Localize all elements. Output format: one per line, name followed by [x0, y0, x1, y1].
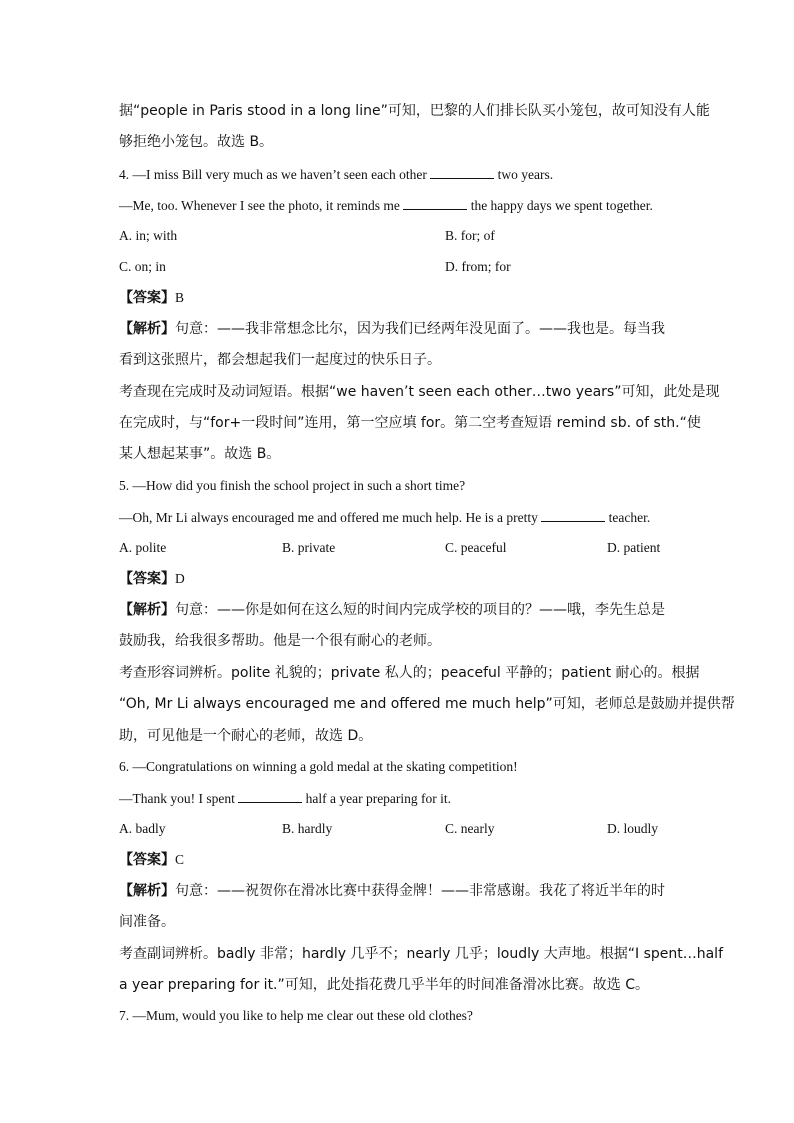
q5-stem-2a: —Oh, Mr Li always encouraged me and offered me much help. He is a pretty — [119, 510, 538, 525]
q6-stem-2a: —Thank you! I spent — [119, 791, 235, 806]
q5-analysis-line-5: 助，可见他是一个耐心的老师，故选 D。 — [119, 728, 373, 744]
q4-blank-1 — [430, 164, 494, 179]
intro-line-1: 据“people in Paris stood in a long line”可知，巴黎的人们排长队买小笼包，故可知没有人能 — [119, 103, 710, 119]
q4-stem-2a: —Me, too. Whenever I see the photo, it reminds me — [119, 198, 400, 213]
q4-analysis-line-3: 考查现在完成时及动词短语。根据“we haven’t seen each other…two years”可知，此处是现 — [119, 384, 720, 400]
q4-option-d: D. from; for — [445, 259, 511, 274]
q5-analysis-line-1 — [119, 600, 665, 620]
q4-blank-2 — [403, 195, 467, 210]
q5-analysis-line-4: “Oh, Mr Li always encouraged me and offered me much help”可知，老师总是鼓励并提供帮 — [119, 696, 735, 712]
q4-answer-tag: 【答案】 — [119, 290, 175, 306]
q6-answer-tag: 【答案】 — [119, 852, 175, 868]
q5-option-b: B. private — [282, 540, 336, 555]
q6-option-a: A. badly — [119, 821, 166, 836]
q5-analysis-tag: 【解析】 — [119, 602, 175, 618]
q6-answer-value: C — [175, 852, 185, 867]
q5-option-c: C. peaceful — [445, 540, 507, 555]
q5-analysis-line-3: 考查形容词辨析。polite 礼貌的；private 私人的；peaceful 平静的；patient 耐心的。根据 — [119, 665, 700, 681]
q6-analysis-1: 句意：——祝贺你在滑冰比赛中获得金牌！——非常感谢。我花了将近半年的时 — [175, 883, 665, 899]
q6-option-d: D. loudly — [607, 821, 659, 836]
q4-analysis-line-4: 在完成时，与“for+一段时间”连用，第一空应填 for。第二空考查短语 remind sb. of sth.“使 — [119, 415, 701, 431]
q6-stem-line-2 — [119, 788, 451, 809]
q4-answer — [119, 288, 184, 308]
q4-analysis-tag: 【解析】 — [119, 321, 175, 337]
intro-line-2: 够拒绝小笼包。故选 B。 — [119, 134, 274, 150]
q6-answer — [119, 850, 184, 870]
q4-answer-value: B — [175, 290, 185, 305]
q6-option-b: B. hardly — [282, 821, 333, 836]
q6-analysis-line-4: a year preparing for it.”可知，此处指花费几乎半年的时间准备滑冰比赛。故选 C。 — [119, 977, 649, 993]
q7-stem-line-1: 7. —Mum, would you like to help me clear out these old clothes? — [119, 1008, 473, 1023]
q5-answer — [119, 569, 185, 589]
q6-analysis-line-1 — [119, 881, 665, 901]
q4-stem-line-2 — [119, 195, 653, 216]
q5-stem-2b: teacher. — [608, 510, 651, 525]
q4-analysis-line-1 — [119, 319, 665, 339]
q5-stem-line-1: 5. —How did you finish the school project in such a short time? — [119, 478, 466, 493]
q4-option-b: B. for; of — [445, 228, 495, 243]
q4-stem-2b: the happy days we spent together. — [470, 198, 653, 213]
q4-analysis-line-2: 看到这张照片，都会想起我们一起度过的快乐日子。 — [119, 352, 441, 368]
q4-stem-1a: 4. —I miss Bill very much as we haven’t seen each other — [119, 167, 427, 182]
q6-analysis-line-3: 考查副词辨析。badly 非常；hardly 几乎不；nearly 几乎；loudly 大声地。根据“I spent…half — [119, 946, 723, 962]
q5-analysis-1: 句意：——你是如何在这么短的时间内完成学校的项目的？——哦，李先生总是 — [175, 602, 665, 618]
q6-blank — [238, 788, 302, 803]
q6-stem-2b: half a year preparing for it. — [305, 791, 452, 806]
q4-analysis-line-5: 某人想起某事”。故选 B。 — [119, 446, 281, 462]
q6-stem-line-1: 6. —Congratulations on winning a gold medal at the skating competition! — [119, 759, 518, 774]
q5-option-a: A. polite — [119, 540, 167, 555]
q5-option-d: D. patient — [607, 540, 661, 555]
q4-stem-line-1 — [119, 164, 553, 185]
q5-answer-tag: 【答案】 — [119, 571, 175, 587]
q4-stem-1b: two years. — [497, 167, 554, 182]
q5-analysis-line-2: 鼓励我，给我很多帮助。他是一个很有耐心的老师。 — [119, 633, 441, 649]
q5-blank — [541, 507, 605, 522]
q4-analysis-1: 句意：——我非常想念比尔，因为我们已经两年没见面了。——我也是。每当我 — [175, 321, 665, 337]
q6-option-c: C. nearly — [445, 821, 495, 836]
q4-option-a: A. in; with — [119, 228, 178, 243]
q5-answer-value: D — [175, 571, 185, 586]
q4-option-c: C. on; in — [119, 259, 166, 274]
q5-stem-line-2 — [119, 507, 650, 528]
q6-analysis-tag: 【解析】 — [119, 883, 175, 899]
q6-analysis-line-2: 间准备。 — [119, 914, 175, 930]
